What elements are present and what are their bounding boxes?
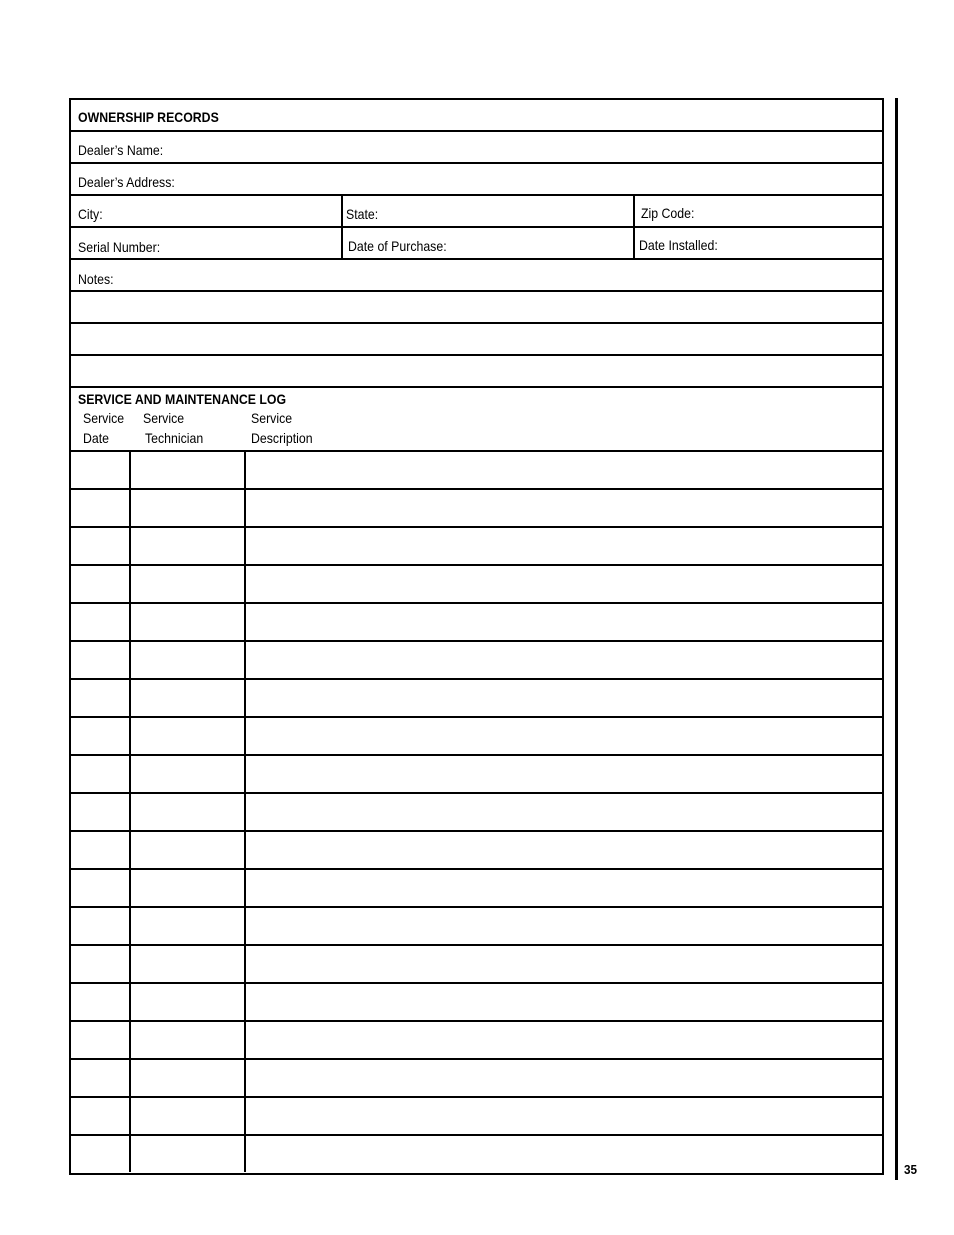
service-technician-cell[interactable] (131, 490, 246, 526)
service-description-cell[interactable] (246, 756, 882, 792)
service-date-cell[interactable] (71, 680, 131, 716)
service-date-cell[interactable] (71, 1136, 131, 1172)
service-log-row (71, 716, 882, 754)
service-description-cell[interactable] (246, 946, 882, 982)
service-description-cell[interactable] (246, 1098, 882, 1134)
notes-blank-line (71, 324, 882, 356)
service-description-cell[interactable] (246, 794, 882, 830)
service-technician-cell[interactable] (131, 1060, 246, 1096)
service-description-cell[interactable] (246, 490, 882, 526)
city-label: City: (78, 206, 103, 222)
service-description-cell[interactable] (246, 718, 882, 754)
installed-cell (633, 228, 882, 258)
service-log-row (71, 906, 882, 944)
serial-purchase-installed-row (71, 228, 882, 260)
notes-label: Notes: (78, 271, 114, 287)
service-log-row (71, 1096, 882, 1134)
service-description-cell[interactable] (246, 452, 882, 488)
service-date-cell[interactable] (71, 1098, 131, 1134)
service-date-cell[interactable] (71, 1060, 131, 1096)
service-log-title: SERVICE AND MAINTENANCE LOG (78, 391, 287, 407)
service-description-cell[interactable] (246, 1060, 882, 1096)
service-description-cell[interactable] (246, 528, 882, 564)
service-log-row (71, 1058, 882, 1096)
service-log-row (71, 754, 882, 792)
service-technician-cell[interactable] (131, 870, 246, 906)
notes-blank-line (71, 356, 882, 388)
service-log-row (71, 830, 882, 868)
service-technician-cell[interactable] (131, 680, 246, 716)
service-description-header-line2: Description (251, 430, 313, 446)
service-description-cell[interactable] (246, 642, 882, 678)
state-cell (341, 196, 633, 226)
service-log-table (71, 450, 882, 1172)
dealer-name-label: Dealer’s Name: (78, 142, 164, 158)
service-log-row (71, 450, 882, 488)
zip-cell (633, 196, 882, 226)
service-description-cell[interactable] (246, 908, 882, 944)
service-technician-cell[interactable] (131, 452, 246, 488)
service-date-cell[interactable] (71, 756, 131, 792)
service-date-cell[interactable] (71, 870, 131, 906)
service-technician-cell[interactable] (131, 528, 246, 564)
service-date-cell[interactable] (71, 984, 131, 1020)
service-log-row (71, 944, 882, 982)
service-date-cell[interactable] (71, 794, 131, 830)
service-date-cell[interactable] (71, 1022, 131, 1058)
service-description-cell[interactable] (246, 870, 882, 906)
service-date-cell[interactable] (71, 642, 131, 678)
service-technician-header-line1: Service (143, 410, 185, 426)
serial-cell (71, 228, 341, 258)
page-number: 35 (904, 1162, 918, 1177)
service-log-row (71, 792, 882, 830)
service-description-header-line1: Service (251, 410, 293, 426)
service-date-cell[interactable] (71, 832, 131, 868)
service-technician-cell[interactable] (131, 1098, 246, 1134)
page-margin-rule (895, 98, 898, 1180)
service-technician-cell[interactable] (131, 566, 246, 602)
service-log-row (71, 1020, 882, 1058)
city-cell (71, 196, 341, 226)
notes-row (71, 260, 882, 292)
dealer-address-row (71, 164, 882, 196)
notes-blank-line (71, 292, 882, 324)
service-description-cell[interactable] (246, 566, 882, 602)
service-technician-cell[interactable] (131, 908, 246, 944)
date-installed-label: Date Installed: (639, 237, 718, 253)
service-description-cell[interactable] (246, 604, 882, 640)
ownership-records-title: OWNERSHIP RECORDS (78, 109, 219, 125)
service-log-row (71, 488, 882, 526)
service-technician-cell[interactable] (131, 832, 246, 868)
service-technician-cell[interactable] (131, 1022, 246, 1058)
service-technician-cell[interactable] (131, 946, 246, 982)
service-log-row (71, 526, 882, 564)
service-description-cell[interactable] (246, 832, 882, 868)
service-date-header-line2: Date (83, 430, 110, 446)
service-log-row (71, 982, 882, 1020)
state-label: State: (346, 206, 379, 222)
service-date-cell[interactable] (71, 604, 131, 640)
service-description-cell[interactable] (246, 680, 882, 716)
service-technician-cell[interactable] (131, 984, 246, 1020)
ownership-form (69, 98, 884, 1175)
service-date-cell[interactable] (71, 528, 131, 564)
service-technician-cell[interactable] (131, 794, 246, 830)
service-date-header-line1: Service (83, 410, 125, 426)
service-date-cell[interactable] (71, 718, 131, 754)
ownership-title-row (71, 100, 882, 132)
dealer-name-row (71, 132, 882, 164)
service-technician-header-line2: Technician (145, 430, 204, 446)
city-state-zip-row (71, 196, 882, 228)
service-technician-cell[interactable] (131, 604, 246, 640)
service-log-header (71, 388, 882, 450)
service-description-cell[interactable] (246, 1022, 882, 1058)
service-date-cell[interactable] (71, 566, 131, 602)
service-description-cell[interactable] (246, 984, 882, 1020)
service-date-cell[interactable] (71, 490, 131, 526)
purchase-cell (341, 228, 633, 258)
service-log-row (71, 678, 882, 716)
service-date-cell[interactable] (71, 946, 131, 982)
service-date-cell[interactable] (71, 452, 131, 488)
serial-number-label: Serial Number: (78, 239, 161, 255)
service-technician-cell[interactable] (131, 756, 246, 792)
service-log-row (71, 868, 882, 906)
service-technician-cell[interactable] (131, 642, 246, 678)
service-log-row (71, 640, 882, 678)
dealer-address-label: Dealer’s Address: (78, 174, 175, 190)
service-log-row (71, 564, 882, 602)
service-log-row (71, 602, 882, 640)
service-technician-cell[interactable] (131, 718, 246, 754)
service-technician-cell[interactable] (131, 1136, 246, 1172)
date-of-purchase-label: Date of Purchase: (348, 238, 447, 254)
zip-code-label: Zip Code: (641, 205, 695, 221)
service-description-cell[interactable] (246, 1136, 882, 1172)
service-date-cell[interactable] (71, 908, 131, 944)
service-log-row (71, 1134, 882, 1172)
